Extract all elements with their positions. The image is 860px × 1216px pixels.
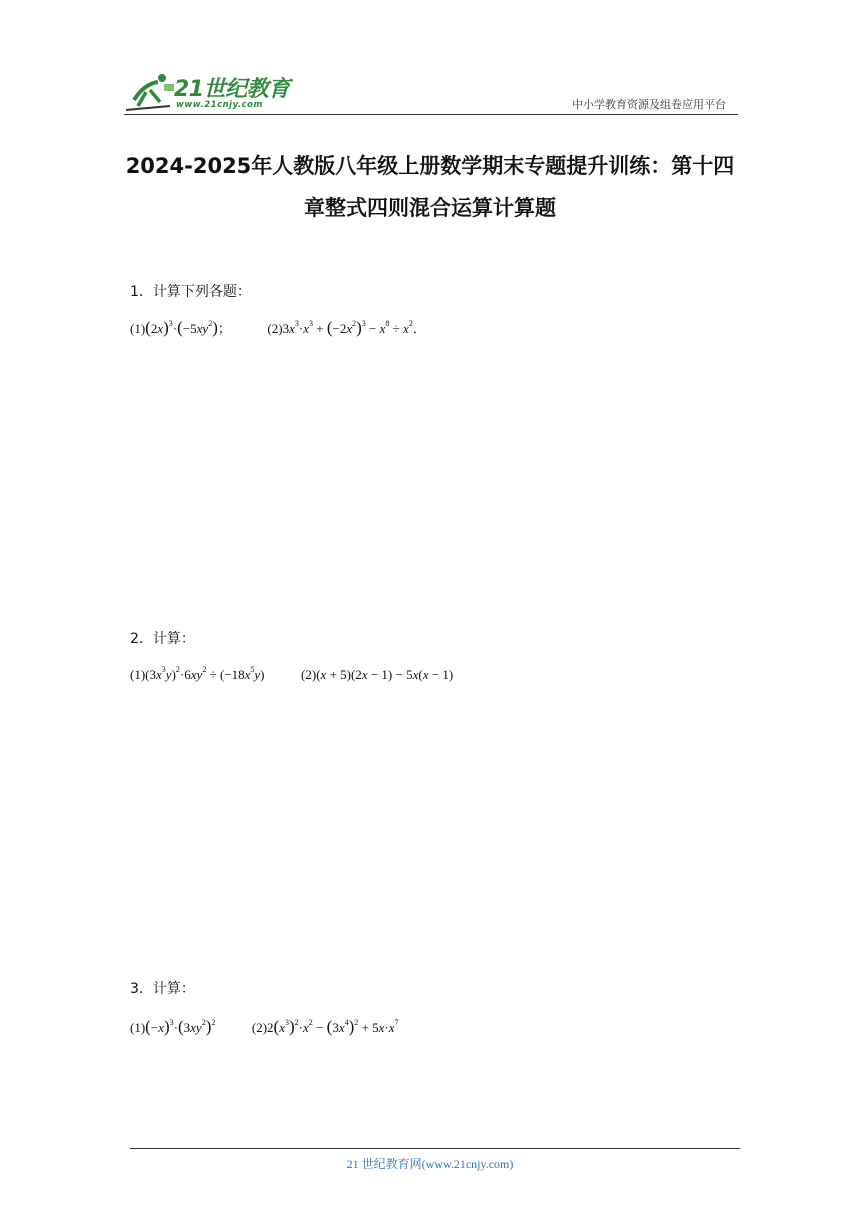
q3-part1-label: (1) <box>130 1020 146 1035</box>
footer-divider <box>130 1148 740 1149</box>
logo <box>124 70 294 114</box>
page-title-line-1: 2024-2025年人教版八年级上册数学期末专题提升训练：第十四 <box>125 154 735 178</box>
question-3-expressions <box>130 1017 399 1037</box>
runner-logo-icon <box>124 70 176 114</box>
footer-text: 21 世纪教育网(www.21cnjy.com) <box>346 1157 514 1171</box>
q3-part1-formula: $(-x)^3\cdot(3xy^2)^2$ <box>145 1017 216 1036</box>
question-2-expressions <box>130 667 453 683</box>
q2-part2-label: (2) <box>301 667 317 682</box>
q1-part2-label: (2) <box>267 321 283 336</box>
q2-part1-label: (1) <box>130 667 146 682</box>
q1-part1-formula: $(2x)^3\cdot(-5xy^2)$ <box>145 318 218 337</box>
header-divider <box>124 114 738 115</box>
question-1-label: 1．计算下列各题： <box>130 284 251 300</box>
question-3-label: 3．计算： <box>130 981 195 997</box>
logo-text: 21世纪教育 <box>174 77 290 102</box>
q2-part1-formula: $(3x^3y)^2\cdot 6xy^2 \div (-18x^5y)$ <box>145 665 265 682</box>
page-title-line-2: 章整式四则混合运算计算题 <box>304 196 556 220</box>
logo-url: www.21cnjy.com <box>176 100 263 110</box>
q2-part2-formula: (x + 5)(2x − 1) − 5x(x − 1) <box>316 667 454 682</box>
q3-part2-label: (2) <box>251 1020 268 1035</box>
q1-part2-tail: ． <box>412 321 426 336</box>
q3-part2-formula: $2(x^3)^2\cdot x^2 - (3x^4)^2 + 5x\cdot x^7$ <box>267 1017 399 1036</box>
q1-part2-formula: $3x^3\cdot x^3 + (-2x^2)^3 - x^8 \div x^2$ <box>282 318 413 337</box>
page-header <box>124 66 738 116</box>
platform-label: 中小学教育资源及组卷应用平台 <box>572 98 726 111</box>
question-1-expressions <box>130 318 426 338</box>
question-2-label: 2．计算： <box>130 631 195 647</box>
q1-part1-tail: ； <box>217 321 231 336</box>
q1-part1-label: (1) <box>130 321 146 336</box>
